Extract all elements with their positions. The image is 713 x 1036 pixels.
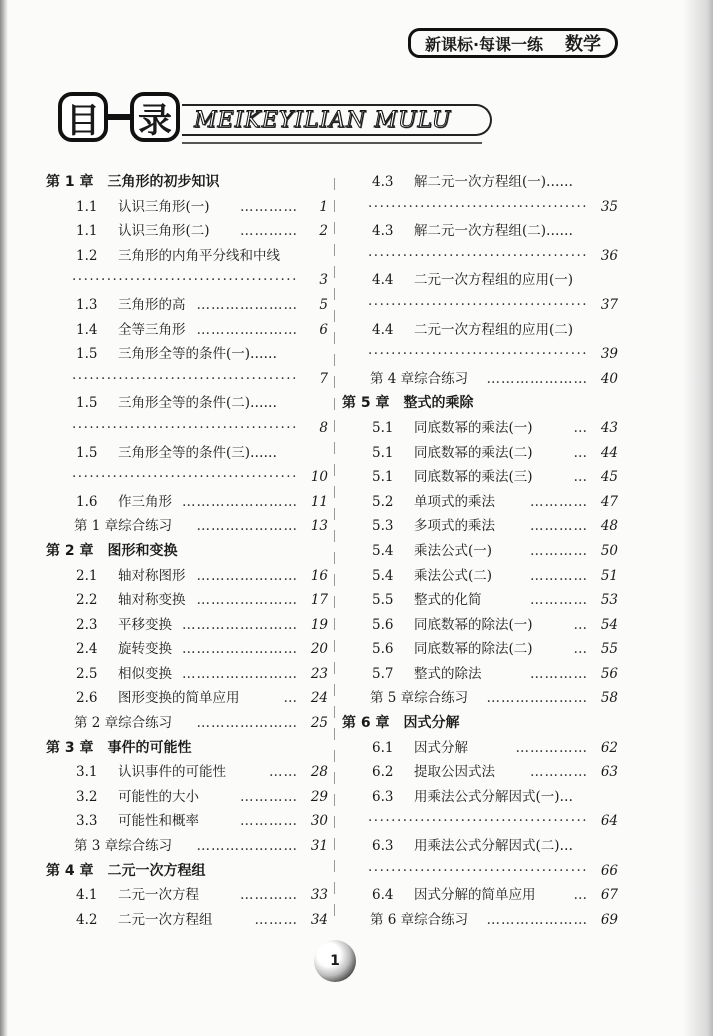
section-title: 轴对称图形 [118, 567, 186, 584]
chapter-title: 三角形的初步知识 [107, 174, 220, 190]
section-title: 整式的化简 [414, 592, 482, 609]
section-number: 5.1 [372, 469, 394, 486]
chapter-number: 第 2 章 [46, 542, 94, 559]
page-number-badge [314, 940, 356, 982]
dot-leader: …………… [515, 739, 588, 756]
dot-leader [72, 465, 298, 490]
toc-section-entry [342, 834, 618, 859]
page-ref: 31 [310, 838, 328, 855]
section-title: 认识三角形(二) [118, 223, 210, 240]
page-ref: 69 [600, 911, 618, 928]
dot-leader: ………………… [196, 592, 298, 609]
page-ref: 47 [600, 493, 618, 510]
section-number: 3.2 [76, 788, 98, 805]
section-number: 4.1 [76, 887, 98, 904]
toc-section-entry [342, 318, 618, 343]
toc-continuation-line [342, 293, 618, 318]
toc-section-entry [46, 760, 328, 785]
page-ref: 51 [600, 567, 618, 584]
page-ref: 6 [319, 321, 328, 338]
page-ref: 66 [600, 862, 618, 879]
page-ref: 24 [310, 690, 328, 707]
section-number: 6.3 [372, 788, 394, 805]
section-number: 1.3 [76, 296, 98, 313]
section-title: 作三角形 [118, 493, 172, 510]
toc-section-entry [46, 342, 328, 367]
section-number: 1.5 [76, 395, 98, 412]
dot-leader: ………… [530, 542, 588, 559]
toc-section-entry [342, 170, 618, 195]
title-char-mu: 目 [58, 92, 108, 142]
section-title: 提取公因式法 [414, 764, 495, 781]
page-ref: 17 [310, 592, 328, 609]
toc-continuation-line [342, 859, 618, 884]
toc-continuation-line [342, 809, 618, 834]
toc-right-column [342, 170, 618, 932]
section-number: 2.4 [76, 641, 98, 658]
toc-chapter-heading [342, 711, 618, 736]
series-badge [408, 28, 618, 58]
section-title: 旋转变换 [118, 641, 172, 658]
toc-section-entry [342, 465, 618, 490]
dot-leader: ………… [240, 887, 298, 904]
toc-section-entry [342, 662, 618, 687]
dot-leader: … [573, 444, 588, 461]
section-title: 单项式的乘法 [414, 493, 495, 510]
dot-leader: ………………… [196, 321, 298, 338]
page-ref: 3 [319, 272, 328, 289]
dot-leader [72, 268, 298, 293]
toc-section-entry [342, 416, 618, 441]
toc-section-entry [342, 219, 618, 244]
toc-continuation-line [46, 465, 328, 490]
dot-leader: … [573, 419, 588, 436]
section-title: 同底数幂的乘法(二) [414, 444, 533, 461]
section-title: 认识事件的可能性 [118, 764, 226, 781]
dot-leader: ………… [240, 813, 298, 830]
dot-leader: …………………… [182, 665, 298, 682]
section-title: 相似变换 [118, 665, 172, 682]
section-title: 二元一次方程组的应用(二) [414, 321, 574, 338]
dot-leader: …………………… [182, 616, 298, 633]
chapter-title: 二元一次方程组 [107, 862, 206, 879]
dot-leader: …… [269, 764, 298, 781]
section-title: 可能性的大小 [118, 788, 199, 805]
page-ref: 13 [310, 518, 328, 535]
dot-leader [368, 195, 588, 220]
dot-leader: ………… [530, 665, 588, 682]
page-edge-right [683, 0, 713, 1036]
section-title: 二元一次方程组 [118, 911, 213, 928]
section-number: 5.1 [372, 444, 394, 461]
page-edge-left [0, 0, 8, 1036]
toc-section-entry [46, 318, 328, 343]
summary-title: 第 5 章综合练习 [370, 690, 469, 707]
toc-section-entry [46, 908, 328, 933]
section-title: 解二元一次方程组(二)…… [414, 223, 574, 240]
dot-leader: ………………… [196, 838, 298, 855]
toc-section-entry [46, 490, 328, 515]
section-number: 2.2 [76, 592, 98, 609]
section-title: 因式分解 [414, 739, 468, 756]
toc-section-entry [46, 662, 328, 687]
dot-leader: ………………… [486, 911, 588, 928]
toc-section-entry [342, 637, 618, 662]
toc-section-entry [46, 883, 328, 908]
toc-continuation-line [342, 342, 618, 367]
section-number: 3.1 [76, 764, 98, 781]
summary-title: 第 1 章综合练习 [74, 518, 173, 535]
toc-section-entry [342, 564, 618, 589]
toc-title [58, 86, 498, 152]
toc-summary-entry [342, 367, 618, 392]
title-pinyin: MEIKEYILIAN MULU [194, 107, 452, 133]
page-ref: 55 [600, 641, 618, 658]
page-ref: 50 [600, 542, 618, 559]
section-title: 用乘法公式分解因式(二)… [414, 838, 574, 855]
section-number: 6.1 [372, 739, 394, 756]
section-title: 三角形全等的条件(二)…… [118, 395, 278, 412]
section-number: 5.6 [372, 616, 394, 633]
page-ref: 2 [319, 223, 328, 240]
dot-leader: ………………… [486, 690, 588, 707]
page-number: 1 [330, 953, 340, 969]
section-number: 4.2 [76, 911, 98, 928]
dot-leader [368, 809, 588, 834]
dot-leader: …………………… [182, 493, 298, 510]
page-ref: 67 [600, 887, 618, 904]
dot-leader: ………… [240, 198, 298, 215]
dot-leader [72, 367, 298, 392]
page-ref: 53 [600, 592, 618, 609]
page-ref: 58 [600, 690, 618, 707]
toc-section-entry [46, 613, 328, 638]
section-number: 3.3 [76, 813, 98, 830]
section-number: 1.6 [76, 493, 98, 510]
page-ref: 25 [310, 715, 328, 732]
section-title: 同底数幂的除法(一) [414, 616, 533, 633]
dot-leader: … [573, 469, 588, 486]
toc-continuation-line [46, 268, 328, 293]
page-ref: 44 [600, 444, 618, 461]
section-number: 1.4 [76, 321, 98, 338]
toc-continuation-line [342, 195, 618, 220]
toc-section-entry [342, 736, 618, 761]
toc-section-entry [46, 219, 328, 244]
dot-leader: ………………… [486, 370, 588, 387]
section-number: 4.3 [372, 174, 394, 190]
dot-leader: ………………… [196, 518, 298, 535]
page-ref: 33 [310, 887, 328, 904]
section-number: 2.5 [76, 665, 98, 682]
section-number: 6.3 [372, 838, 394, 855]
dot-leader: ………………… [196, 715, 298, 732]
page-ref: 43 [600, 419, 618, 436]
toc-chapter-heading [46, 859, 328, 884]
section-title: 平移变换 [118, 616, 172, 633]
subject-name: 数学 [565, 34, 602, 55]
section-number: 2.6 [76, 690, 98, 707]
section-title: 轴对称变换 [118, 592, 186, 609]
title-char-lu: 录 [130, 92, 180, 142]
section-title: 乘法公式(一) [414, 542, 493, 559]
toc-section-entry [46, 293, 328, 318]
toc-summary-entry [46, 711, 328, 736]
page-ref: 34 [310, 911, 328, 928]
section-number: 1.5 [76, 346, 98, 363]
dot-leader: ………… [530, 592, 588, 609]
dot-leader: ………… [530, 764, 588, 781]
page-ref: 35 [600, 198, 618, 215]
dot-leader: ………………… [196, 296, 298, 313]
section-title: 三角形的内角平分线和中线 [118, 247, 280, 264]
title-pinyin-banner [182, 104, 492, 136]
toc-chapter-heading [342, 391, 618, 416]
section-number: 5.2 [372, 493, 394, 510]
chapter-number: 第 6 章 [342, 715, 390, 732]
dot-leader [368, 293, 588, 318]
section-title: 二元一次方程组的应用(一) [414, 272, 574, 289]
section-number: 5.3 [372, 518, 394, 535]
dot-leader: ………… [530, 567, 588, 584]
chapter-number: 第 4 章 [46, 862, 94, 879]
section-title: 同底数幂的乘法(一) [414, 419, 533, 436]
chapter-number: 第 1 章 [46, 174, 94, 190]
summary-title: 第 3 章综合练习 [74, 838, 173, 855]
page-ref: 16 [310, 567, 328, 584]
toc-section-entry [342, 514, 618, 539]
toc-continuation-line [46, 416, 328, 441]
section-number: 1.1 [76, 223, 98, 240]
series-name: 新课标·每课一练 [424, 34, 544, 54]
section-title: 可能性和概率 [118, 813, 199, 830]
page-ref: 19 [310, 616, 328, 633]
toc-left-column [46, 170, 328, 932]
page-ref: 29 [310, 788, 328, 805]
dot-leader [368, 859, 588, 884]
page-ref: 39 [600, 346, 618, 363]
toc-section-entry [46, 809, 328, 834]
section-number: 2.3 [76, 616, 98, 633]
section-number: 4.4 [372, 321, 394, 338]
section-title: 因式分解的简单应用 [414, 887, 536, 904]
section-title: 图形变换的简单应用 [118, 690, 240, 707]
dot-leader: ……… [254, 911, 298, 928]
chapter-title: 图形和变换 [107, 542, 178, 559]
section-title: 解二元一次方程组(一)…… [414, 174, 574, 190]
page-ref: 8 [319, 419, 328, 436]
toc-section-entry [46, 785, 328, 810]
toc-section-entry [342, 883, 618, 908]
toc-continuation-line [46, 367, 328, 392]
column-divider [334, 178, 335, 918]
toc-summary-entry [46, 834, 328, 859]
toc-section-entry [342, 490, 618, 515]
toc-section-entry [46, 195, 328, 220]
dot-leader: …………………… [182, 641, 298, 658]
toc-section-entry [46, 564, 328, 589]
dot-leader [368, 342, 588, 367]
chapter-title: 整式的乘除 [403, 395, 474, 412]
toc-section-entry [342, 539, 618, 564]
toc-section-entry [46, 244, 328, 269]
chapter-title: 因式分解 [403, 715, 460, 732]
toc-section-entry [46, 588, 328, 613]
page-ref: 64 [600, 813, 618, 830]
toc-chapter-heading [46, 539, 328, 564]
summary-title: 第 4 章综合练习 [370, 370, 469, 387]
section-number: 5.4 [372, 542, 394, 559]
toc-section-entry [46, 686, 328, 711]
section-number: 5.4 [372, 567, 394, 584]
page-ref: 62 [600, 739, 618, 756]
page-ref: 28 [310, 764, 328, 781]
section-number: 1.1 [76, 198, 98, 215]
summary-title: 第 6 章综合练习 [370, 911, 469, 928]
section-title: 乘法公式(二) [414, 567, 493, 584]
dot-leader: ………… [530, 518, 588, 535]
page-ref: 11 [310, 493, 328, 510]
page-ref: 10 [310, 469, 328, 486]
page-ref: 36 [600, 247, 618, 264]
section-title: 三角形全等的条件(三)…… [118, 444, 278, 461]
section-title: 用乘法公式分解因式(一)… [414, 788, 574, 805]
chapter-number: 第 3 章 [46, 739, 94, 756]
toc-summary-entry [342, 686, 618, 711]
section-number: 5.5 [372, 592, 394, 609]
dot-leader: ………… [530, 493, 588, 510]
section-number: 6.4 [372, 887, 394, 904]
section-title: 全等三角形 [118, 321, 186, 338]
page-ref: 45 [600, 469, 618, 486]
page-ref: 63 [600, 764, 618, 781]
page-ref: 7 [319, 370, 328, 387]
toc-section-entry [46, 391, 328, 416]
page-ref: 40 [600, 370, 618, 387]
toc-chapter-heading [46, 736, 328, 761]
section-title: 整式的除法 [414, 665, 482, 682]
section-title: 认识三角形(一) [118, 198, 210, 215]
page-ref: 20 [310, 641, 328, 658]
dot-leader: ………… [240, 223, 298, 240]
toc-summary-entry [46, 514, 328, 539]
toc-chapter-heading [46, 170, 328, 195]
dot-leader [72, 416, 298, 441]
section-number: 5.6 [372, 641, 394, 658]
toc-section-entry [342, 588, 618, 613]
section-number: 5.7 [372, 665, 394, 682]
section-title: 二元一次方程 [118, 887, 199, 904]
section-number: 6.2 [372, 764, 394, 781]
section-number: 4.3 [372, 223, 394, 240]
page-ref: 56 [600, 665, 618, 682]
page-ref: 37 [600, 296, 618, 313]
section-title: 多项式的乘法 [414, 518, 495, 535]
toc-section-entry [342, 785, 618, 810]
toc-section-entry [342, 268, 618, 293]
section-number: 1.5 [76, 444, 98, 461]
toc-section-entry [342, 613, 618, 638]
page-ref: 48 [600, 518, 618, 535]
page-ref: 1 [319, 198, 328, 215]
section-number: 4.4 [372, 272, 394, 289]
dot-leader: … [573, 887, 588, 904]
dot-leader: ………… [240, 788, 298, 805]
chapter-number: 第 5 章 [342, 395, 390, 412]
page-ref: 54 [600, 616, 618, 633]
toc-summary-entry [342, 908, 618, 933]
toc-continuation-line [342, 244, 618, 269]
page-ref: 23 [310, 665, 328, 682]
summary-title: 第 2 章综合练习 [74, 715, 173, 732]
page-ref: 5 [319, 296, 328, 313]
section-number: 2.1 [76, 567, 98, 584]
chapter-title: 事件的可能性 [107, 739, 192, 756]
dot-leader: ………………… [196, 567, 298, 584]
section-title: 三角形的高 [118, 296, 186, 313]
title-underline [182, 142, 482, 144]
page-ref: 30 [310, 813, 328, 830]
toc-section-entry [342, 441, 618, 466]
section-title: 同底数幂的除法(二) [414, 641, 533, 658]
dot-leader: … [283, 690, 298, 707]
toc-section-entry [46, 441, 328, 466]
dot-leader [368, 244, 588, 269]
toc-section-entry [46, 637, 328, 662]
section-title: 三角形全等的条件(一)…… [118, 346, 278, 363]
section-number: 5.1 [372, 419, 394, 436]
section-number: 1.2 [76, 247, 98, 264]
section-title: 同底数幂的乘法(三) [414, 469, 533, 486]
title-connector [106, 114, 132, 120]
dot-leader: … [573, 641, 588, 658]
toc-section-entry [342, 760, 618, 785]
dot-leader: … [573, 616, 588, 633]
